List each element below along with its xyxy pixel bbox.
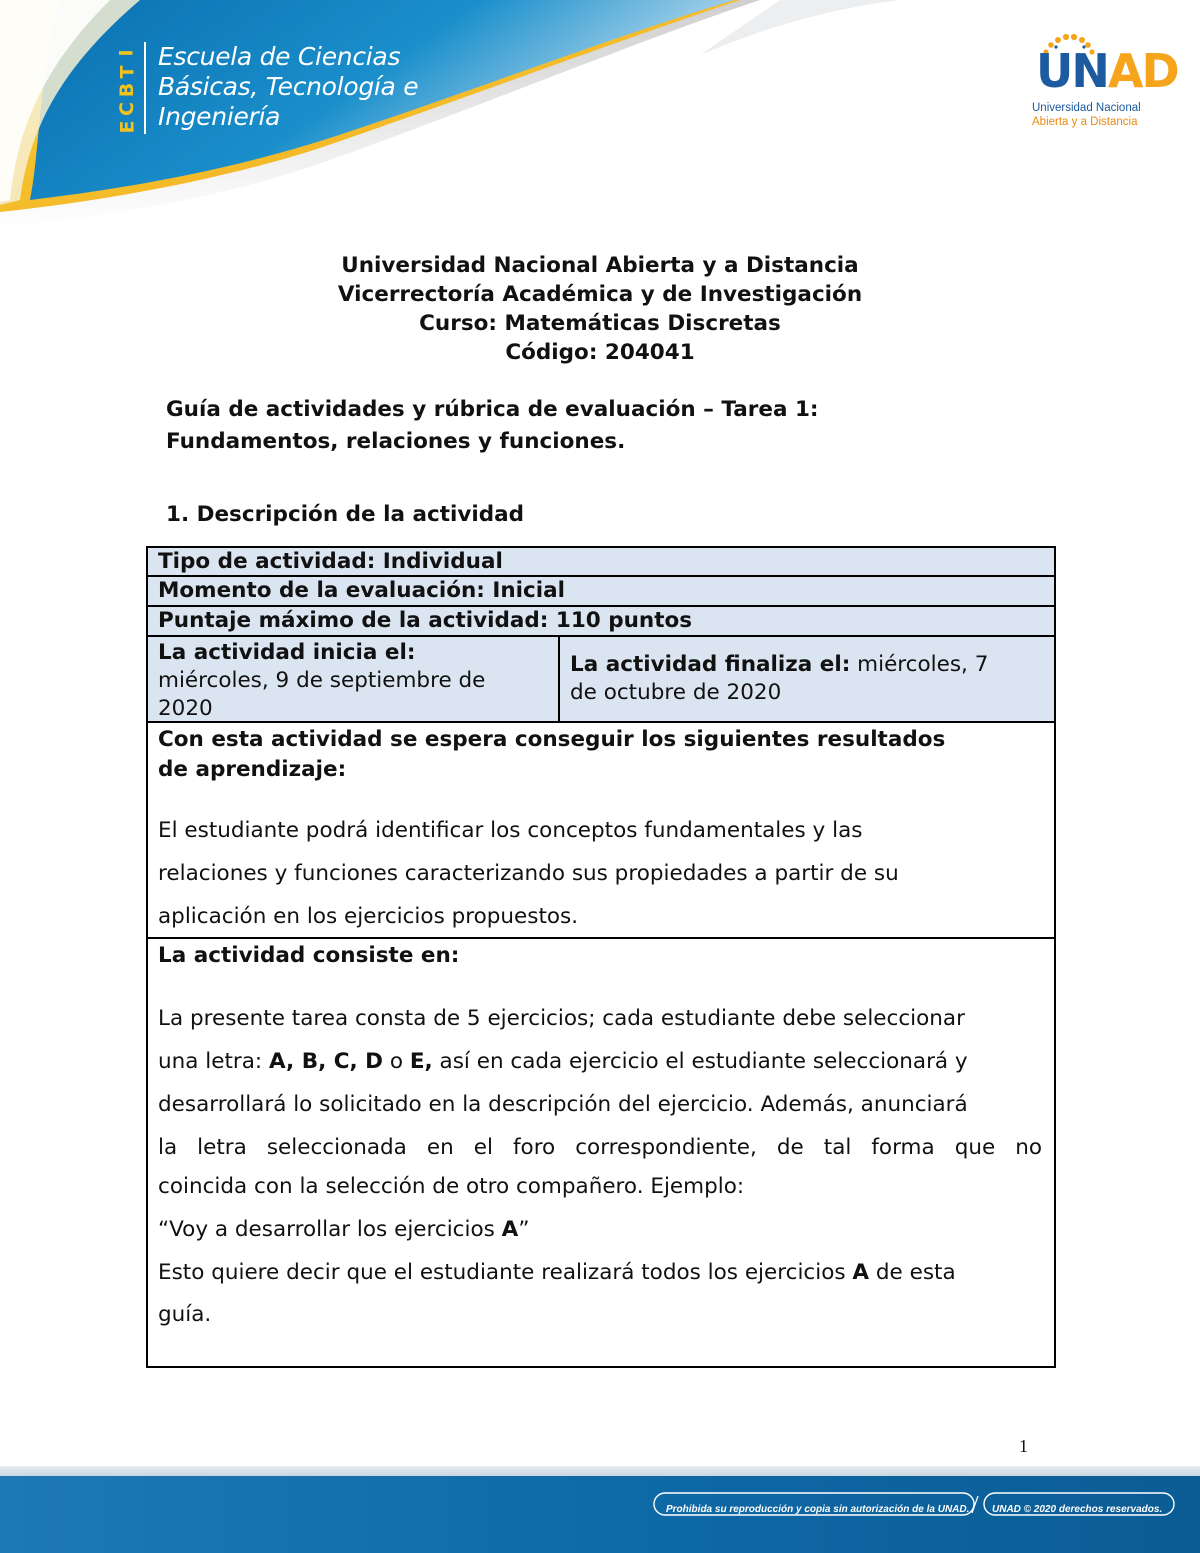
school-name-line: Básicas, Tecnología e [158,72,419,101]
ecbti-letter: B [115,82,138,98]
start-date-year: 2020 [158,696,213,721]
unad-logo-line2: Abierta y a Distancia [1032,116,1138,128]
letter-a-bold: A [852,1260,870,1285]
course-name: Curso: Matemáticas Discretas [419,311,781,336]
ecbti-acronym [112,44,142,136]
end-date-cell [560,637,1054,721]
school-name [158,42,498,132]
body-line: la letra seleccionada en el foro correspondiente, de tal forma que no [158,1135,1042,1160]
guide-title-line: Guía de actividades y rúbrica de evaluación – Tarea 1: [166,397,819,422]
body-line: El estudiante podrá identificar los conceptos fundamentales y las [158,818,863,843]
ecbti-letter: I [115,49,138,57]
unad-wordmark-ad: AD [1107,44,1178,98]
activity-type-row [148,548,1054,577]
evaluation-moment-row [148,577,1054,607]
evaluation-moment: Momento de la evaluación: Inicial [158,578,566,603]
unad-wordmark-un: UN [1036,44,1108,98]
text-span: una letra: [158,1049,269,1074]
activity-table [146,546,1056,1368]
school-name-line: Ingeniería [158,102,281,131]
start-date-cell [148,637,560,721]
copyright-notice: Prohibida su reproducción y copia sin autorización de la UNAD. [666,1504,970,1515]
course-code: Código: 204041 [505,340,695,365]
heading-line: de aprendizaje: [158,757,347,782]
unad-logo-line1: Universidad Nacional [1032,102,1141,114]
body-line [158,1040,1042,1083]
text-span: “Voy a desarrollar los ejercicios [158,1217,502,1242]
learning-results-heading [148,723,1054,785]
end-date-value-cont: de octubre de 2020 [570,680,782,705]
body-line [158,1205,1042,1255]
vicerrectoria: Vicerrectoría Académica y de Investigación [337,282,863,307]
body-line [158,1255,1042,1291]
activity-consists-heading: La actividad consiste en: [158,943,460,968]
body-line: desarrollará lo solicitado en la descripción del ejercicio. Además, anunciará [158,1092,968,1117]
rights-notice: UNAD © 2020 derechos reservados. [992,1504,1163,1515]
learning-results-text [148,785,1054,938]
max-points-row [148,607,1054,637]
learning-results-row [148,723,1054,939]
title-block [0,251,1200,367]
text-span: ” [518,1217,530,1242]
ecbti-letter: E [115,120,138,134]
activity-consists-row [148,939,1054,1366]
letters-bold: A, B, C, D [269,1049,384,1074]
start-date-value: miércoles, 9 de septiembre de [158,668,486,693]
guide-title [166,394,1046,458]
letter-e-bold: E, [409,1049,433,1074]
body-line: guía. [158,1302,212,1327]
end-date-value: miércoles, 7 [850,652,989,677]
activity-type: Tipo de actividad: Individual [158,549,503,574]
body-line: La presente tarea consta de 5 ejercicios; cada estudiante debe seleccionar [158,1006,965,1031]
text-span: Esto quiere decir que el estudiante realizará todos los ejercicios [158,1260,853,1285]
activity-consists-text [148,971,1054,1339]
text-span: de esta [869,1260,956,1285]
end-date-label: La actividad finaliza el: [570,652,851,677]
page-number: 1 [1019,1436,1028,1456]
start-date-label: La actividad inicia el: [158,640,416,665]
max-points: Puntaje máximo de la actividad: 110 puntos [158,608,693,633]
text-span: o [383,1049,410,1074]
ecbti-letter: T [116,65,138,78]
unad-wordmark [1036,46,1178,96]
guide-title-line: Fundamentos, relaciones y funciones. [166,429,626,454]
heading-line: Con esta actividad se espera conseguir los siguientes resultados [158,727,946,752]
body-line: coincida con la selección de otro compañero. Ejemplo: [158,1174,745,1199]
school-name-line: Escuela de Ciencias [158,42,401,71]
letter-a-bold: A [501,1217,519,1242]
divider [144,42,146,134]
text-span: así en cada ejercicio el estudiante seleccionará y [432,1049,968,1074]
ecbti-letter: C [115,101,138,116]
section-heading: 1. Descripción de la actividad [166,502,525,527]
body-line: aplicación en los ejercicios propuestos. [158,904,579,929]
university-name: Universidad Nacional Abierta y a Distancia [341,253,859,278]
dates-row [148,637,1054,723]
body-line: relaciones y funciones caracterizando sus propiedades a partir de su [158,861,899,886]
